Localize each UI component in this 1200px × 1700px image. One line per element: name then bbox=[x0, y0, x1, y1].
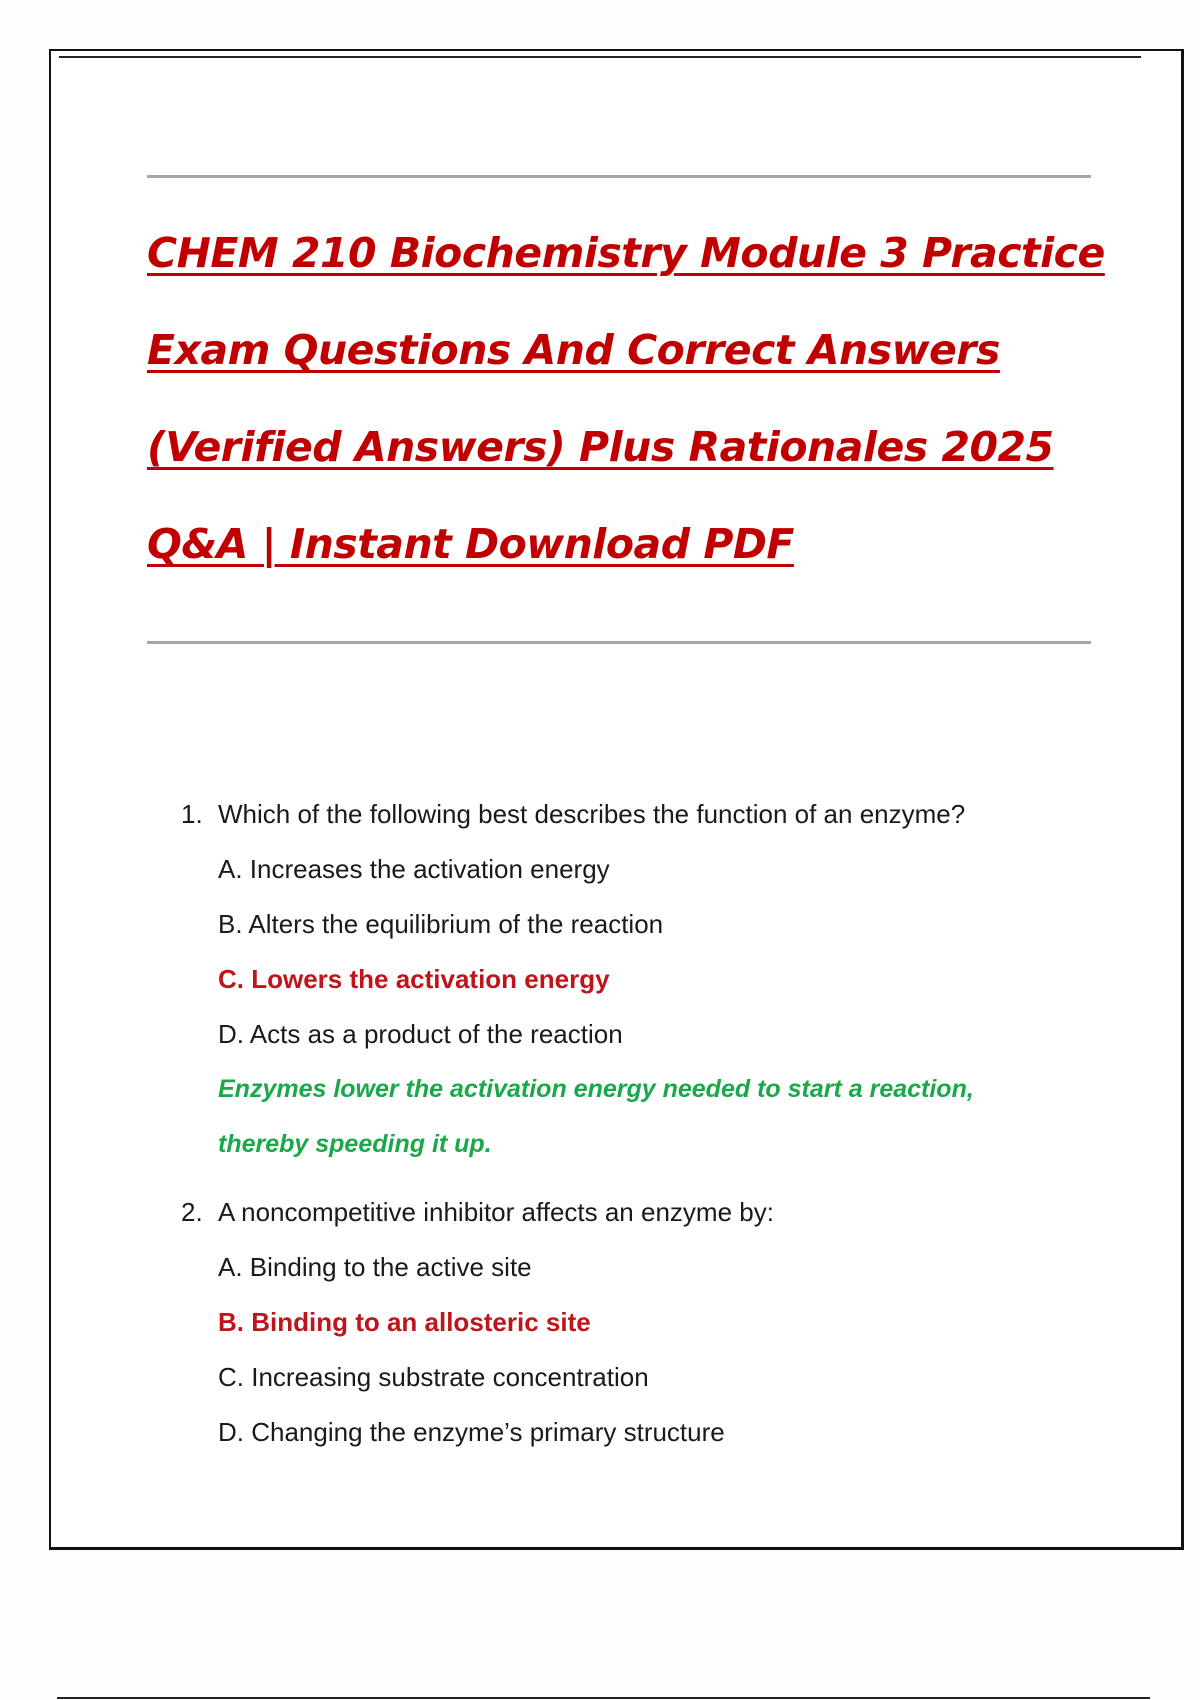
question-number: 2. bbox=[181, 1197, 203, 1227]
title-line: Q&A | Instant Download PDF bbox=[147, 520, 794, 568]
option-c: C. Increasing substrate concentration bbox=[218, 1362, 649, 1392]
option-c-correct-answer: C. Lowers the activation energy bbox=[218, 964, 610, 994]
page-frame bbox=[49, 49, 1184, 1550]
rationale bbox=[181, 1062, 1081, 1172]
title-line: CHEM 210 Biochemistry Module 3 Practice bbox=[147, 229, 1105, 277]
question-list bbox=[181, 787, 1081, 1460]
rationale-line: thereby speeding it up. bbox=[218, 1130, 492, 1158]
frame-top-line bbox=[59, 56, 1141, 58]
rationale-line: Enzymes lower the activation energy needed to start a reaction, bbox=[218, 1075, 974, 1103]
question-1 bbox=[181, 787, 1081, 842]
question-number: 1. bbox=[181, 799, 203, 829]
title-top-rule bbox=[147, 175, 1091, 178]
option-a: A. Increases the activation energy bbox=[218, 854, 610, 884]
question-text: A noncompetitive inhibitor affects an enzyme by: bbox=[218, 1197, 774, 1227]
title-line: (Verified Answers) Plus Rationales 2025 bbox=[147, 423, 1054, 471]
option-b-correct-answer: B. Binding to an allosteric site bbox=[218, 1307, 591, 1337]
question-2 bbox=[181, 1185, 1081, 1240]
title-bottom-rule bbox=[147, 641, 1091, 644]
title-line: Exam Questions And Correct Answers bbox=[147, 326, 1000, 374]
option-d: D. Changing the enzyme’s primary structure bbox=[218, 1417, 725, 1447]
question-text: Which of the following best describes the function of an enzyme? bbox=[218, 799, 966, 829]
option-b: B. Alters the equilibrium of the reaction bbox=[218, 909, 664, 939]
option-d: D. Acts as a product of the reaction bbox=[218, 1019, 623, 1049]
option-a: A. Binding to the active site bbox=[218, 1252, 532, 1282]
document-title bbox=[147, 205, 1127, 593]
next-page-top-line bbox=[57, 1697, 1150, 1699]
